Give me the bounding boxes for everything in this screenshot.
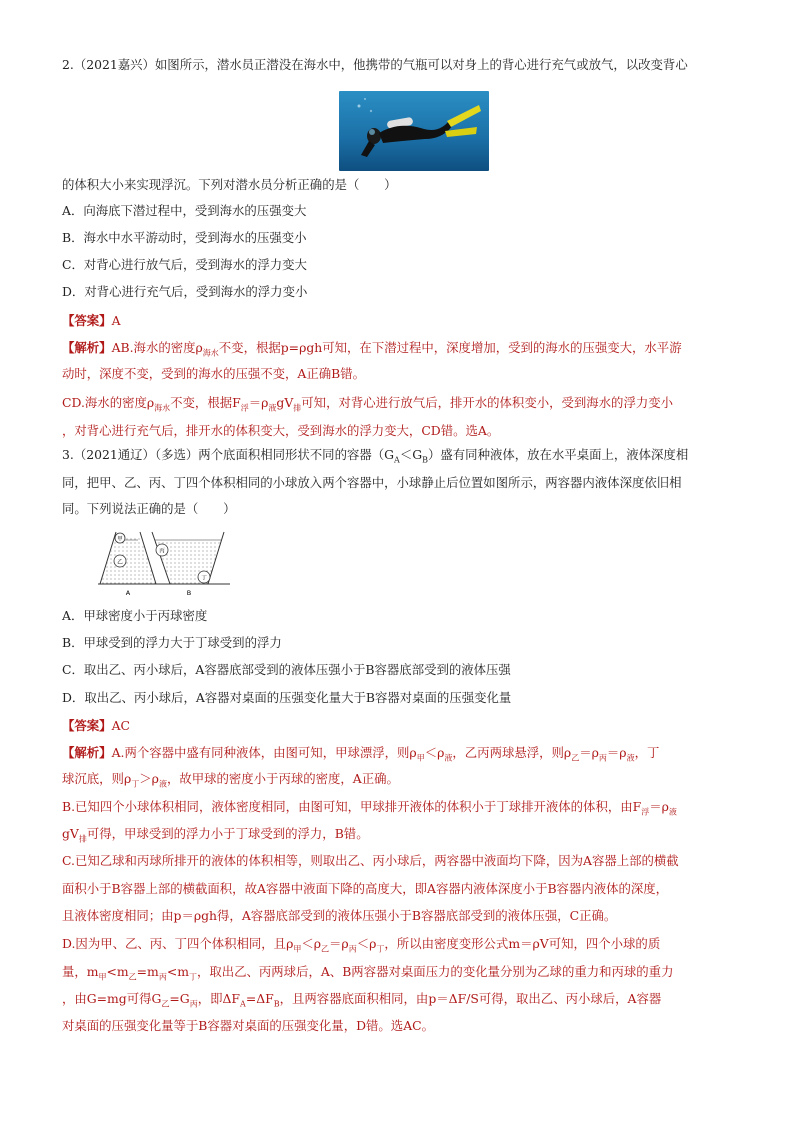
text: ＞ρ: [139, 771, 159, 786]
text: 面积小于B容器上部的横截面积，故A容器中液面下降的高度大，即A容器内液体深度小于B容器内液体的深度，: [62, 881, 669, 896]
container-label-b: B: [186, 589, 192, 597]
text: <m: [106, 964, 129, 979]
text: =G: [169, 991, 190, 1006]
q3-analysis-line7: [62, 908, 616, 924]
text: ，且两容器底面积相同，由p＝ΔF/S可得，取出乙、丙小球后，A容器: [279, 991, 662, 1006]
subscript: 丁: [131, 779, 140, 789]
text: 同，把甲、乙、丙、丁四个体积相同的小球放入两个容器中，小球静止后位置如图所示，两容器内液体深度依旧相: [62, 475, 682, 490]
text: 球沉底，则ρ: [62, 771, 132, 786]
q2-option-c: C．对背心进行放气后，受到海水的浮力变大: [62, 257, 307, 272]
subscript: 丁: [188, 972, 197, 982]
subscript: 甲: [416, 753, 425, 763]
q3-analysis-line11: [62, 1018, 434, 1034]
q3-analysis-line6: [62, 881, 668, 897]
text: ，对背心进行充气后，排开水的体积变大，受到海水的浮力变大，CD错。选A。: [62, 423, 500, 438]
text: 3.（2021通辽）（多选）两个底面积相同形状不同的容器（G: [62, 447, 395, 462]
subscript: 液: [268, 403, 277, 413]
q3-analysis-line5: [62, 853, 679, 869]
q3-analysis-line3: [62, 799, 677, 815]
q3-analysis-line8: [62, 936, 660, 952]
text: 且液体密度相同；由p＝ρgh得，A容器底部受到的液体压强小于B容器底部受到的液体压强，C正确。: [62, 908, 617, 923]
text: ＝ρ: [329, 936, 349, 951]
text: ，取出乙、丙两球后，A、B两容器对桌面压力的变化量分别为乙球的重力和丙球的重力: [196, 964, 674, 979]
text: ）盛有同种液体，放在水平桌面上，液体深度相: [428, 447, 689, 462]
subscript: 乙: [321, 944, 330, 954]
text: ＝ρ: [248, 395, 269, 410]
q3-option-c: C．取出乙、丙小球后，A容器底部受到的液体压强小于B容器底部受到的液体压强: [62, 662, 511, 677]
container-label-a: A: [125, 589, 131, 597]
subscript: 液: [158, 779, 167, 789]
q2-option-a: A．向海底下潜过程中，受到海水的压强变大: [62, 203, 307, 218]
text: 同。下列说法正确的是（ ）: [62, 501, 236, 516]
subscript: 液: [626, 753, 635, 763]
q2-answer-value: A: [111, 313, 121, 328]
text: ，故甲球的密度小于丙球的密度，A正确。: [166, 771, 399, 786]
ball-label-jia: 甲: [117, 536, 123, 543]
q3-analysis-line9: [62, 964, 673, 980]
text: ＝ρ: [606, 745, 627, 760]
text: ＜G: [399, 447, 423, 462]
subscript: 丙: [158, 972, 167, 982]
q2-stem-line1: 2.（2021嘉兴）如图所示，潜水员正潜没在海水中，他携带的气瓶可以对身上的背心进行充气或放气，以改变背心: [62, 57, 688, 72]
text: ，乙丙两球悬浮，则ρ: [452, 745, 572, 760]
subscript: 甲: [98, 972, 107, 982]
q2-analysis-line2: [62, 366, 365, 382]
q2-analysis-line1: [62, 340, 682, 356]
q3-analysis-tag: 【解析】: [62, 745, 112, 760]
ball-label-ding: 丁: [201, 575, 207, 582]
q3-stem-line1: [62, 447, 688, 463]
text: ，所以由密度变形公式m＝ρV可知，四个小球的质: [384, 936, 661, 951]
subscript: 海水: [202, 348, 219, 358]
subscript: 排: [78, 834, 87, 844]
subscript: 乙: [161, 999, 170, 1009]
q3-option-d: D．取出乙、丙小球后，A容器对桌面的压强变化量大于B容器对桌面的压强变化量: [62, 690, 512, 705]
q2-answer-tag: 【答案】: [62, 313, 112, 328]
subscript: A: [240, 999, 246, 1009]
subscript: 浮: [240, 403, 249, 413]
text: 可得，甲球受到的浮力小于丁球受到的浮力，B错。: [86, 826, 369, 841]
text: 量，m: [62, 964, 99, 979]
text: 可知，对背心进行放气后，排开水的体积变小，受到海水的浮力变小: [301, 395, 674, 410]
subscript: 液: [444, 753, 453, 763]
diver-photo: [339, 91, 489, 171]
q2-answer: [62, 313, 121, 329]
text: 对桌面的压强变化量等于B容器对桌面的压强变化量，D错。选AC。: [62, 1018, 435, 1033]
text: gV: [276, 395, 294, 410]
text: B.已知四个小球体积相同，液体密度相同，由图可知，甲球排开液体的体积小于丁球排开液体的体积，由F: [62, 799, 642, 814]
subscript: A: [394, 455, 400, 465]
q3-stem-line3: [62, 501, 235, 517]
text: ＜ρ: [301, 936, 322, 951]
q3-answer-tag: 【答案】: [62, 718, 112, 733]
text: ＜ρ: [356, 936, 377, 951]
text: 动时，深度不变，受到的海水的压强不变，A正确B错。: [62, 366, 366, 381]
q3-analysis-line10: [62, 991, 661, 1007]
text: 不变，根据p=ρgh可知，在下潜过程中，深度增加，受到的海水的压强变大，水平游: [218, 340, 682, 355]
subscript: 丙: [348, 944, 357, 954]
text: ，由G=mg可得G: [62, 991, 162, 1006]
text: D.因为甲、乙、丙、丁四个体积相同，且ρ: [62, 936, 294, 951]
subscript: 乙: [571, 753, 580, 763]
two-containers-figure: [98, 530, 230, 598]
subscript: B: [422, 455, 429, 465]
q3-answer-value: AC: [111, 718, 130, 733]
ball-label-bing: 丙: [159, 548, 165, 555]
text: 不变，根据F: [170, 395, 241, 410]
text: ＝ρ: [579, 745, 599, 760]
subscript: 丙: [189, 999, 198, 1009]
subscript: 液: [668, 807, 677, 817]
q3-stem-line2: [62, 475, 682, 491]
text: CD.海水的密度ρ: [62, 395, 155, 410]
text: ＜ρ: [424, 745, 445, 760]
subscript: 海水: [154, 403, 171, 413]
ball-label-yi: 乙: [117, 559, 123, 566]
subscript: B: [273, 999, 280, 1009]
subscript: 甲: [293, 944, 302, 954]
text: ，丁: [634, 745, 660, 760]
text: A.两个容器中盛有同种液体，由图可知，甲球漂浮，则ρ: [111, 745, 417, 760]
subscript: 浮: [641, 807, 650, 817]
text: =m: [136, 964, 159, 979]
text: ，即ΔF: [197, 991, 241, 1006]
q3-analysis-line1: [62, 745, 659, 761]
text: C.已知乙球和丙球所排开的液体的体积相等，则取出乙、丙小球后，两容器中液面均下降，因为A容器上部的横截: [62, 853, 679, 868]
text: gV: [62, 826, 79, 841]
text: <m: [166, 964, 189, 979]
q3-answer: [62, 718, 130, 734]
subscript: 排: [293, 403, 302, 413]
text: ＝ρ: [649, 799, 669, 814]
q2-option-b: B．海水中水平游动时，受到海水的压强变小: [62, 230, 307, 245]
q2-option-d: D．对背心进行充气后，受到海水的浮力变小: [62, 284, 308, 299]
subscript: 丙: [598, 753, 607, 763]
text: =ΔF: [245, 991, 274, 1006]
subscript: 丁: [376, 944, 385, 954]
subscript: 乙: [128, 972, 137, 982]
q3-option-b: B．甲球受到的浮力大于丁球受到的浮力: [62, 635, 282, 650]
q2-analysis-line3: [62, 395, 673, 411]
q2-analysis-line4: [62, 423, 499, 439]
q3-analysis-line2: [62, 771, 399, 787]
q2-stem-line2: 的体积大小来实现浮沉。下列对潜水员分析正确的是（ ）: [62, 177, 397, 192]
q3-analysis-line4: [62, 826, 369, 842]
q3-option-a: A．甲球密度小于丙球密度: [62, 608, 208, 623]
q2-analysis-tag: 【解析】: [62, 340, 112, 355]
text: AB.海水的密度ρ: [111, 340, 203, 355]
